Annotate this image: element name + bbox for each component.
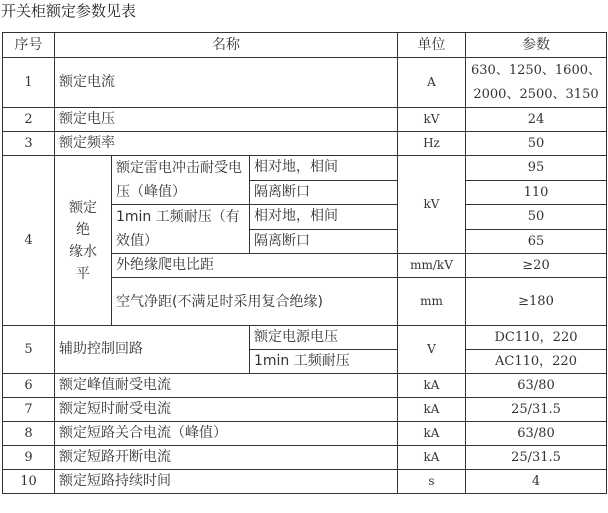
table-row	[3, 58, 607, 108]
aux-value: DC110，220	[466, 326, 607, 350]
row-unit: s	[398, 470, 466, 494]
row-name: 辅助控制回路	[55, 326, 250, 374]
table-row	[3, 470, 607, 494]
creepage-unit: mm/kV	[398, 254, 466, 278]
powerfreq-phase-value: 50	[466, 205, 607, 230]
group-label-line: 绝	[76, 221, 90, 238]
row-name: 额定短路开断电流	[55, 446, 398, 470]
header-name: 名称	[55, 33, 398, 58]
row-unit: kA	[398, 398, 466, 422]
clearance-value: ≥180	[466, 278, 607, 326]
aux-value: AC110，220	[466, 350, 607, 374]
row-name: 额定短路持续时间	[55, 470, 398, 494]
row-value: 25/31.5	[466, 446, 607, 470]
table-header-row	[3, 33, 607, 58]
lightning-phase-label: 相对地，相间	[250, 156, 398, 181]
aux-sub-label: 1min 工频耐压	[250, 350, 398, 374]
row-name: 额定频率	[55, 132, 398, 156]
lightning-isolating-label: 隔离断口	[250, 180, 398, 205]
table-row	[3, 108, 607, 132]
row-unit: kV	[398, 108, 466, 132]
row-index: 2	[3, 108, 55, 132]
powerfreq-isolating-value: 65	[466, 229, 607, 254]
header-unit: 单位	[398, 33, 466, 58]
creepage-label: 外绝缘爬电比距	[112, 254, 398, 278]
row-index: 6	[3, 374, 55, 398]
row-unit: kA	[398, 374, 466, 398]
row-unit: kA	[398, 422, 466, 446]
row-index: 9	[3, 446, 55, 470]
value-line: 2000、2500、3150	[473, 86, 599, 102]
table-row	[3, 132, 607, 156]
row-index: 7	[3, 398, 55, 422]
group-label-line: 缘水	[69, 243, 97, 260]
row-index: 4	[3, 156, 55, 326]
creepage-value: ≥20	[466, 254, 607, 278]
powerfreq-phase-label: 相对地，相间	[250, 205, 398, 230]
document-title: 开关柜额定参数见表	[1, 2, 137, 20]
row-index: 10	[3, 470, 55, 494]
table-row	[3, 446, 607, 470]
table-row	[3, 398, 607, 422]
row-value	[466, 58, 607, 108]
clearance-label: 空气净距(不满足时采用复合绝缘)	[112, 278, 398, 326]
row-name: 额定短时耐受电流	[55, 398, 398, 422]
row-unit: kA	[398, 446, 466, 470]
parameter-table-body	[2, 32, 607, 494]
powerfreq-isolating-label: 隔离断口	[250, 229, 398, 254]
row-value: 24	[466, 108, 607, 132]
row-value: 50	[466, 132, 607, 156]
clearance-unit: mm	[398, 278, 466, 326]
table-row	[3, 422, 607, 446]
row-name: 额定电流	[55, 58, 398, 108]
table-row	[3, 156, 607, 181]
header-index: 序号	[3, 33, 55, 58]
row-name: 额定峰值耐受电流	[55, 374, 398, 398]
row-index: 1	[3, 58, 55, 108]
row-unit: A	[398, 58, 466, 108]
group-label-line: 额定	[69, 199, 97, 216]
row-value: 4	[466, 470, 607, 494]
table-row	[3, 374, 607, 398]
lightning-phase-value: 95	[466, 156, 607, 181]
aux-sub-label: 额定电源电压	[250, 326, 398, 350]
row-index: 5	[3, 326, 55, 374]
table-row	[3, 326, 607, 350]
row-name: 额定短路关合电流（峰值）	[55, 422, 398, 446]
row-value: 25/31.5	[466, 398, 607, 422]
row-name: 额定电压	[55, 108, 398, 132]
row-value: 63/80	[466, 374, 607, 398]
row-index: 8	[3, 422, 55, 446]
lightning-isolating-value: 110	[466, 180, 607, 205]
value-line: 630、1250、1600、	[471, 62, 601, 78]
row-value: 63/80	[466, 422, 607, 446]
row-unit: Hz	[398, 132, 466, 156]
power-frequency-label: 1min 工频耐压（有效值）	[112, 205, 250, 254]
header-value: 参数	[466, 33, 607, 58]
insulation-unit: kV	[398, 156, 466, 254]
insulation-group-label	[55, 156, 112, 326]
row-unit: V	[398, 326, 466, 374]
lightning-impulse-label: 额定雷电冲击耐受电压（峰值）	[112, 156, 250, 205]
row-index: 3	[3, 132, 55, 156]
group-label-line: 平	[76, 265, 90, 282]
